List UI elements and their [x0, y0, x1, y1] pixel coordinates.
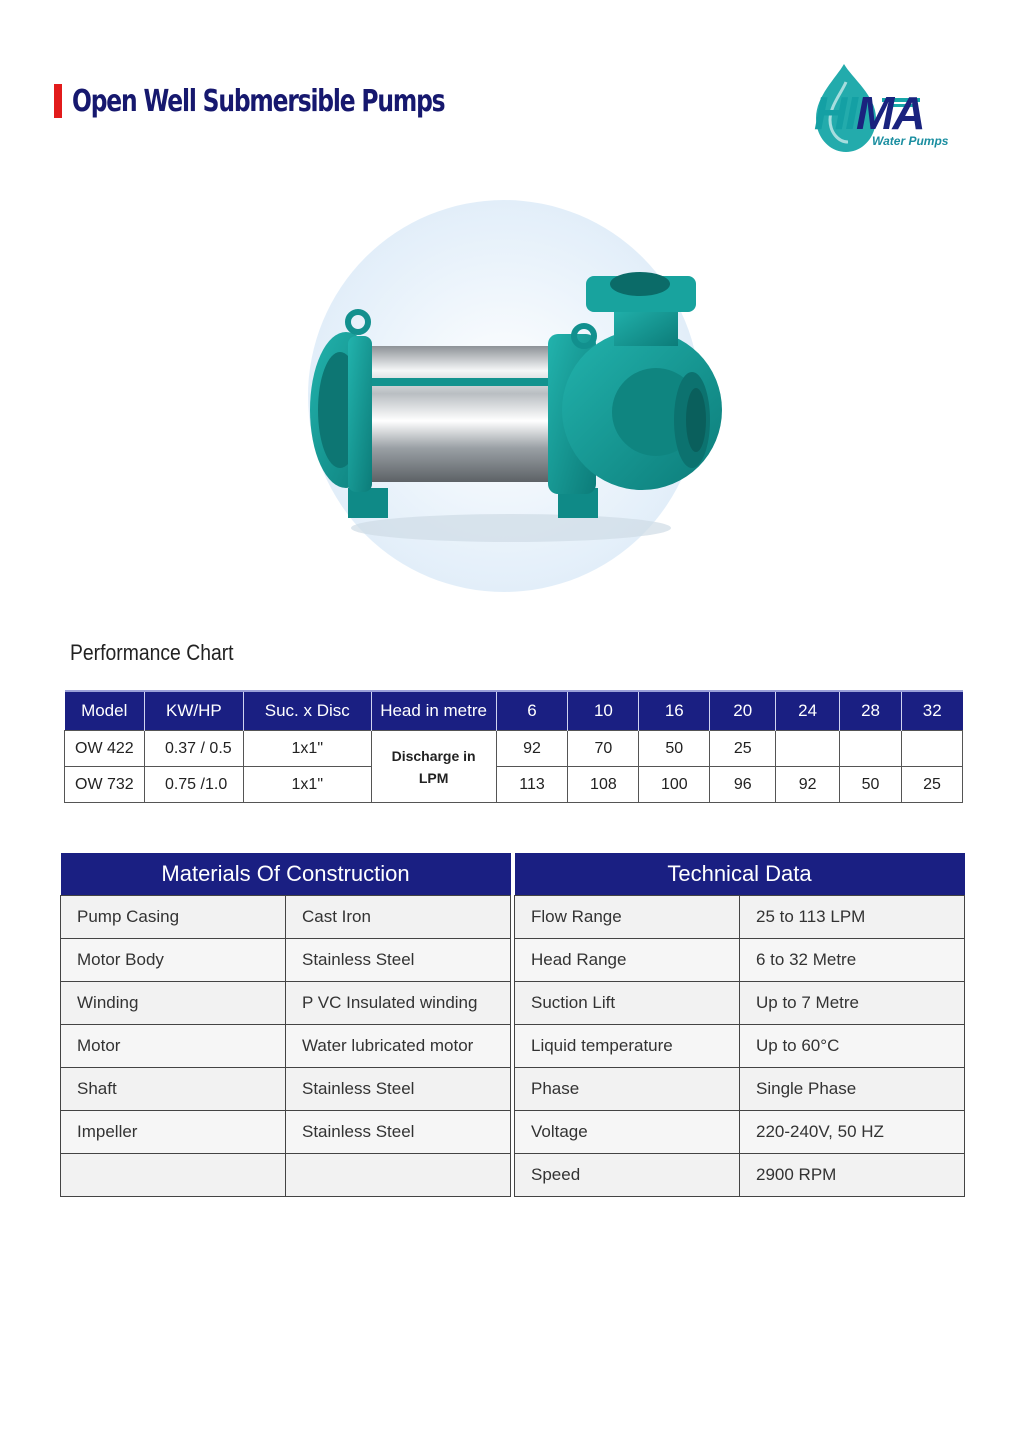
material-part [61, 1154, 286, 1197]
discharge-label-line1: Discharge in [391, 747, 476, 764]
logo-wordmark [814, 88, 924, 138]
cell-value: 70 [568, 731, 639, 767]
col-header-head-20: 20 [710, 691, 776, 731]
cell-value [902, 731, 963, 767]
tech-value: Up to 60°C [740, 1025, 965, 1068]
cell-kwhp: 0.75 /1.0 [144, 767, 243, 803]
product-image [296, 198, 726, 598]
col-header-head: Head in metre [371, 691, 496, 731]
material-value: Stainless Steel [286, 1111, 511, 1154]
material-part: Pump Casing [61, 896, 286, 939]
table-row [65, 767, 963, 803]
col-header-head-28: 28 [840, 691, 902, 731]
tech-label: Speed [515, 1154, 740, 1197]
col-header-head-10: 10 [568, 691, 639, 731]
tech-value: 6 to 32 Metre [740, 939, 965, 982]
cell-model: OW 732 [65, 767, 145, 803]
tech-label: Voltage [515, 1111, 740, 1154]
cell-value: 92 [496, 731, 568, 767]
col-header-kwhp: KW/HP [144, 691, 243, 731]
technical-data-table [514, 853, 965, 1197]
table-row [515, 939, 965, 982]
logo-tagline: Water Pumps [872, 134, 949, 148]
table-row [61, 1068, 511, 1111]
material-part: Winding [61, 982, 286, 1025]
cell-value: 100 [639, 767, 710, 803]
cell-value: 50 [840, 767, 902, 803]
performance-chart-heading: Performance Chart [70, 640, 234, 665]
tech-value: Single Phase [740, 1068, 965, 1111]
material-value: Cast Iron [286, 896, 511, 939]
tech-value: 2900 RPM [740, 1154, 965, 1197]
table-row [61, 1154, 511, 1197]
table-row [515, 982, 965, 1025]
technical-heading: Technical Data [515, 853, 965, 896]
cell-value: 92 [776, 767, 840, 803]
cell-value [776, 731, 840, 767]
col-header-model: Model [65, 691, 145, 731]
tech-value: Up to 7 Metre [740, 982, 965, 1025]
title-accent-bar [54, 84, 62, 118]
cell-kwhp: 0.37 / 0.5 [144, 731, 243, 767]
table-row [61, 896, 511, 939]
material-value: P VC Insulated winding [286, 982, 511, 1025]
material-value: Stainless Steel [286, 939, 511, 982]
materials-heading: Materials Of Construction [61, 853, 511, 896]
tech-label: Flow Range [515, 896, 740, 939]
material-part: Motor Body [61, 939, 286, 982]
cell-suc-disc: 1x1" [243, 767, 371, 803]
logo-word-part2: MA [856, 87, 924, 139]
discharge-lpm-label [371, 731, 496, 803]
material-part: Impeller [61, 1111, 286, 1154]
brand-logo [806, 62, 972, 158]
col-header-head-24: 24 [776, 691, 840, 731]
cell-value: 25 [710, 731, 776, 767]
cell-value [840, 731, 902, 767]
table-row [515, 1154, 965, 1197]
material-part: Shaft [61, 1068, 286, 1111]
table-row [61, 1025, 511, 1068]
tech-label: Phase [515, 1068, 740, 1111]
col-header-head-32: 32 [902, 691, 963, 731]
col-header-head-6: 6 [496, 691, 568, 731]
material-part: Motor [61, 1025, 286, 1068]
discharge-label-line2: LPM [418, 769, 449, 786]
cell-value: 108 [568, 767, 639, 803]
tech-label: Liquid temperature [515, 1025, 740, 1068]
table-row [61, 1111, 511, 1154]
cell-value: 25 [902, 767, 963, 803]
pump-illustration [296, 198, 726, 598]
table-row [515, 896, 965, 939]
col-header-head-16: 16 [639, 691, 710, 731]
tech-value: 220-240V, 50 HZ [740, 1111, 965, 1154]
performance-table [64, 690, 963, 803]
table-row [61, 982, 511, 1025]
cell-value: 50 [639, 731, 710, 767]
material-value: Water lubricated motor [286, 1025, 511, 1068]
table-row [61, 939, 511, 982]
page-title: Open Well Submersible Pumps [72, 84, 445, 119]
tech-label: Head Range [515, 939, 740, 982]
tech-label: Suction Lift [515, 982, 740, 1025]
materials-table [60, 853, 511, 1197]
tech-value: 25 to 113 LPM [740, 896, 965, 939]
table-row [65, 731, 963, 767]
material-value [286, 1154, 511, 1197]
cell-value: 96 [710, 767, 776, 803]
performance-header-row [65, 691, 963, 731]
cell-suc-disc: 1x1" [243, 731, 371, 767]
cell-model: OW 422 [65, 731, 145, 767]
table-row [515, 1111, 965, 1154]
table-row [515, 1025, 965, 1068]
cell-value: 113 [496, 767, 568, 803]
material-value: Stainless Steel [286, 1068, 511, 1111]
table-row [515, 1068, 965, 1111]
col-header-suc-disc: Suc. x Disc [243, 691, 371, 731]
logo-word-part1: HI [814, 87, 856, 139]
